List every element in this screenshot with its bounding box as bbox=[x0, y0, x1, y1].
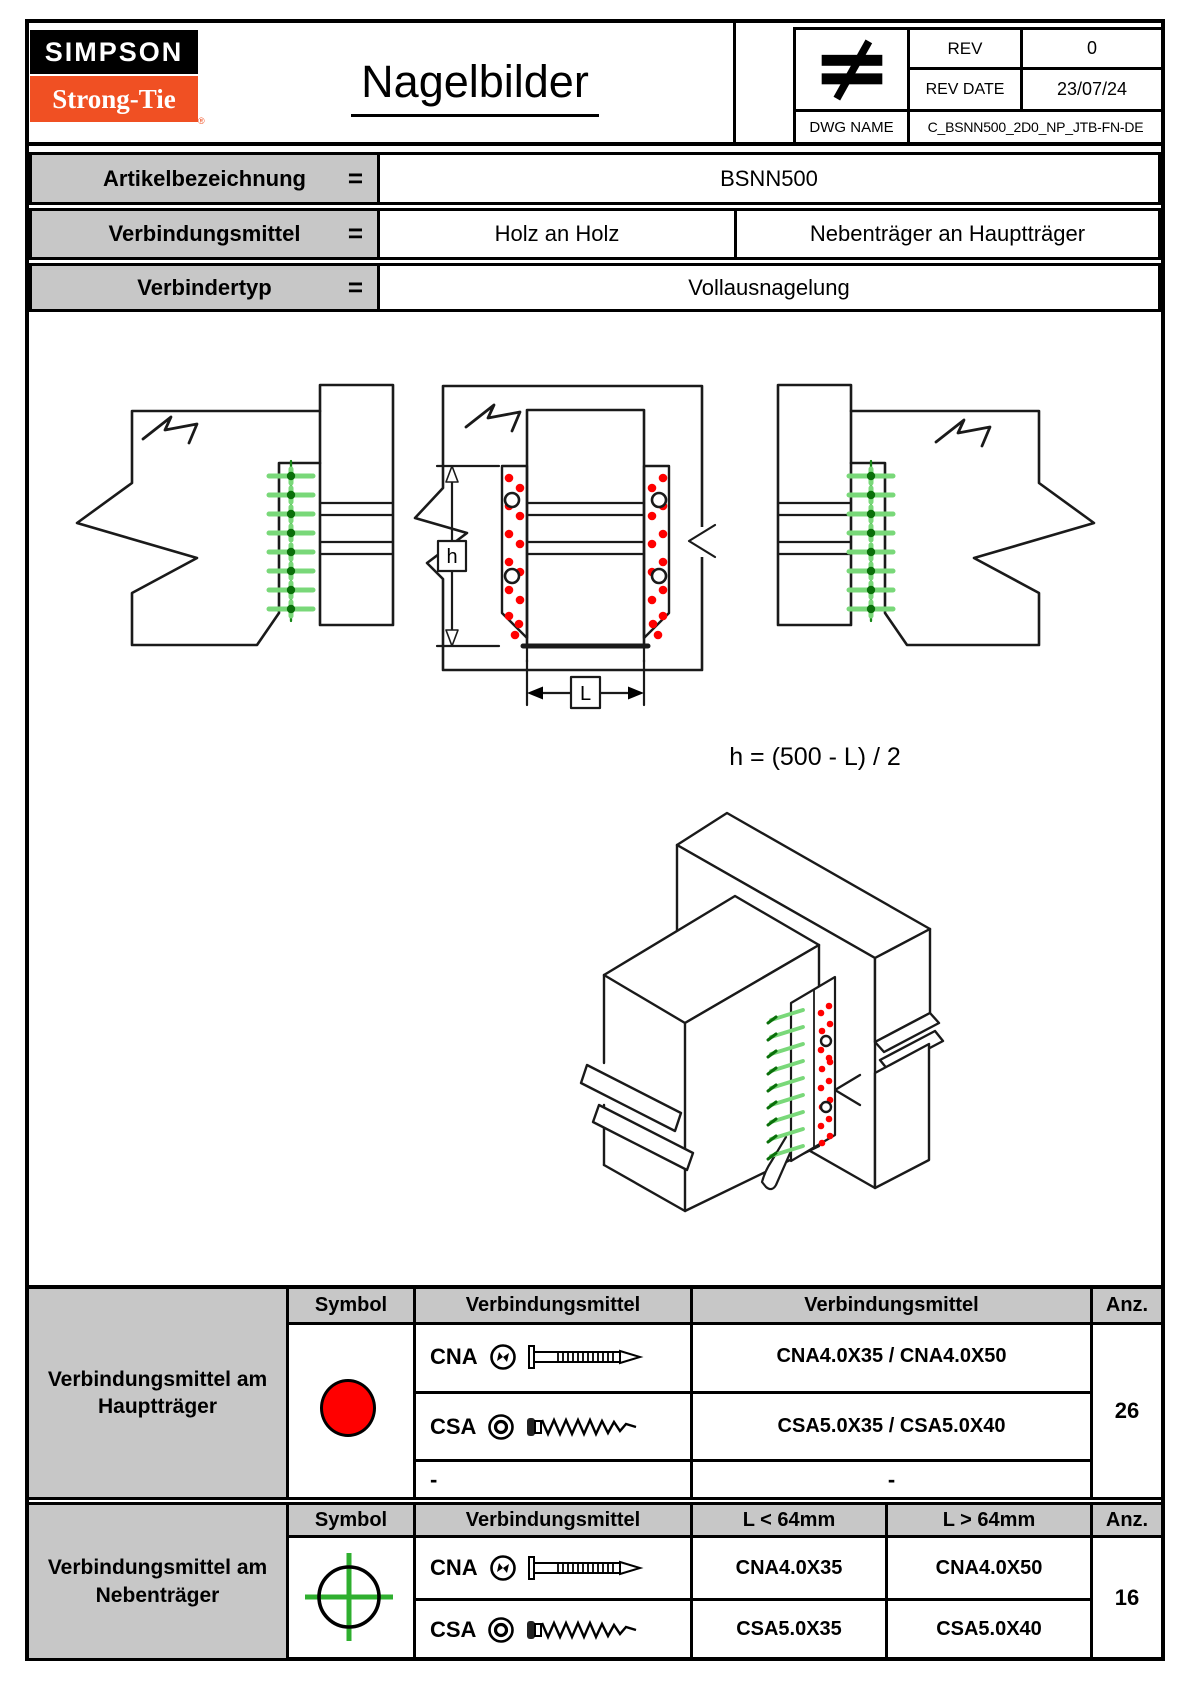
haupt-anz-value: 26 bbox=[1114, 1398, 1140, 1423]
info-value-left: Holz an Holz bbox=[494, 221, 620, 246]
info-value-right: Nebenträger an Hauptträger bbox=[734, 211, 1158, 257]
formula-text: h = (500 - L) / 2 bbox=[729, 743, 901, 771]
neben-col-type: Verbindungsmittel bbox=[465, 1508, 641, 1531]
side-view-right bbox=[778, 385, 1094, 645]
rev-date-value: 23/07/24 bbox=[1056, 79, 1128, 99]
cna-head-mark-icon bbox=[488, 1342, 518, 1372]
logo-simpson-box bbox=[30, 30, 198, 74]
csa-head-mark-icon bbox=[486, 1615, 516, 1645]
rev-date-label: REV DATE bbox=[925, 80, 1005, 98]
neben-col-l-small: L < 64mm bbox=[742, 1508, 836, 1531]
not-equal-icon bbox=[796, 30, 907, 109]
page-title: Nagelbilder bbox=[230, 56, 720, 117]
dimension-l bbox=[527, 660, 644, 708]
front-view-center bbox=[415, 386, 715, 708]
info-label: Verbindertyp bbox=[137, 274, 272, 300]
haupt-sizes-csa: CSA5.0X35 / CSA5.0X40 bbox=[777, 1415, 1006, 1437]
neben-row-label-cell: Verbindungsmittel am Nebenträger bbox=[29, 1505, 286, 1658]
fastener-type-label: CSA bbox=[430, 1413, 477, 1439]
equals-sign: = bbox=[347, 218, 363, 248]
logo-registered-mark: ® bbox=[198, 116, 205, 126]
nail-pattern-right bbox=[849, 461, 893, 621]
technical-drawing bbox=[29, 313, 1161, 1283]
rev-value: 0 bbox=[1086, 38, 1097, 58]
info-row-verbindertyp bbox=[29, 263, 1161, 312]
csa-screw-icon bbox=[526, 1615, 644, 1645]
haupt-sizes-dash: - bbox=[887, 1466, 896, 1492]
dimension-h bbox=[437, 466, 499, 646]
neben-cna-l-large: CNA4.0X50 bbox=[935, 1556, 1043, 1579]
dwg-name-value: C_BSNN500_2D0_NP_JTB-FN-DE bbox=[927, 119, 1144, 135]
fastener-type-label: CSA bbox=[430, 1616, 477, 1642]
neben-csa-l-large: CSA5.0X40 bbox=[936, 1618, 1042, 1640]
haupt-row-csa bbox=[416, 1394, 690, 1459]
haupt-row-label-cell: Verbindungsmittel am Hauptträger bbox=[29, 1289, 286, 1497]
haupt-sizes-cna: CNA4.0X35 / CNA4.0X50 bbox=[776, 1345, 1007, 1367]
info-row-artikel bbox=[29, 152, 1161, 205]
neben-cna-l-small: CNA4.0X35 bbox=[735, 1556, 843, 1579]
rev-label: REV bbox=[947, 38, 983, 58]
csa-screw-icon bbox=[526, 1412, 644, 1442]
red-circle-symbol bbox=[320, 1379, 376, 1437]
neben-anz-value: 16 bbox=[1114, 1585, 1140, 1610]
logo-simpson-text: SIMPSON bbox=[44, 36, 184, 67]
neben-csa-l-small: CSA5.0X35 bbox=[736, 1618, 842, 1640]
neben-col-anz: Anz. bbox=[1105, 1508, 1149, 1531]
neben-col-l-large: L > 64mm bbox=[942, 1508, 1036, 1531]
dwg-name-label: DWG NAME bbox=[809, 118, 894, 136]
logo-strongtie-box bbox=[30, 76, 198, 122]
haupt-col-symbol: Symbol bbox=[314, 1294, 388, 1316]
info-value: BSNN500 bbox=[720, 165, 818, 191]
haupt-row-cna bbox=[416, 1322, 690, 1391]
fastener-type-label: CNA bbox=[430, 1343, 478, 1369]
haupt-row-dash: - bbox=[430, 1466, 438, 1492]
logo-strongtie-text: Strong-Tie bbox=[52, 83, 176, 114]
equals-sign: = bbox=[347, 272, 363, 302]
header-bottom-border bbox=[29, 142, 1161, 146]
info-row-verbindungsmittel bbox=[29, 208, 1161, 260]
haupt-col-sizes: Verbindungsmittel bbox=[804, 1294, 979, 1316]
side-view-left bbox=[77, 385, 393, 645]
nail-pattern-left bbox=[269, 461, 313, 621]
neben-row-csa bbox=[416, 1601, 690, 1658]
csa-head-mark-icon bbox=[486, 1412, 516, 1442]
cna-head-mark-icon bbox=[488, 1553, 518, 1583]
haupt-col-type: Verbindungsmittel bbox=[465, 1294, 641, 1316]
info-value: Vollausnagelung bbox=[688, 274, 850, 300]
green-crosshair-symbol bbox=[301, 1549, 397, 1645]
neben-col-symbol: Symbol bbox=[314, 1508, 388, 1531]
info-label: Artikelbezeichnung bbox=[103, 165, 306, 191]
cna-nail-icon bbox=[528, 1342, 646, 1372]
isometric-view bbox=[581, 813, 943, 1211]
dim-h-label: h bbox=[446, 546, 458, 568]
info-label: Verbindungsmittel bbox=[108, 221, 301, 246]
fastener-type-label: CNA bbox=[430, 1555, 478, 1580]
equals-sign: = bbox=[347, 163, 363, 193]
cna-nail-icon bbox=[528, 1553, 646, 1583]
dim-l-label: L bbox=[579, 683, 592, 705]
neben-row-cna bbox=[416, 1538, 690, 1598]
haupt-col-anz: Anz. bbox=[1105, 1294, 1149, 1316]
